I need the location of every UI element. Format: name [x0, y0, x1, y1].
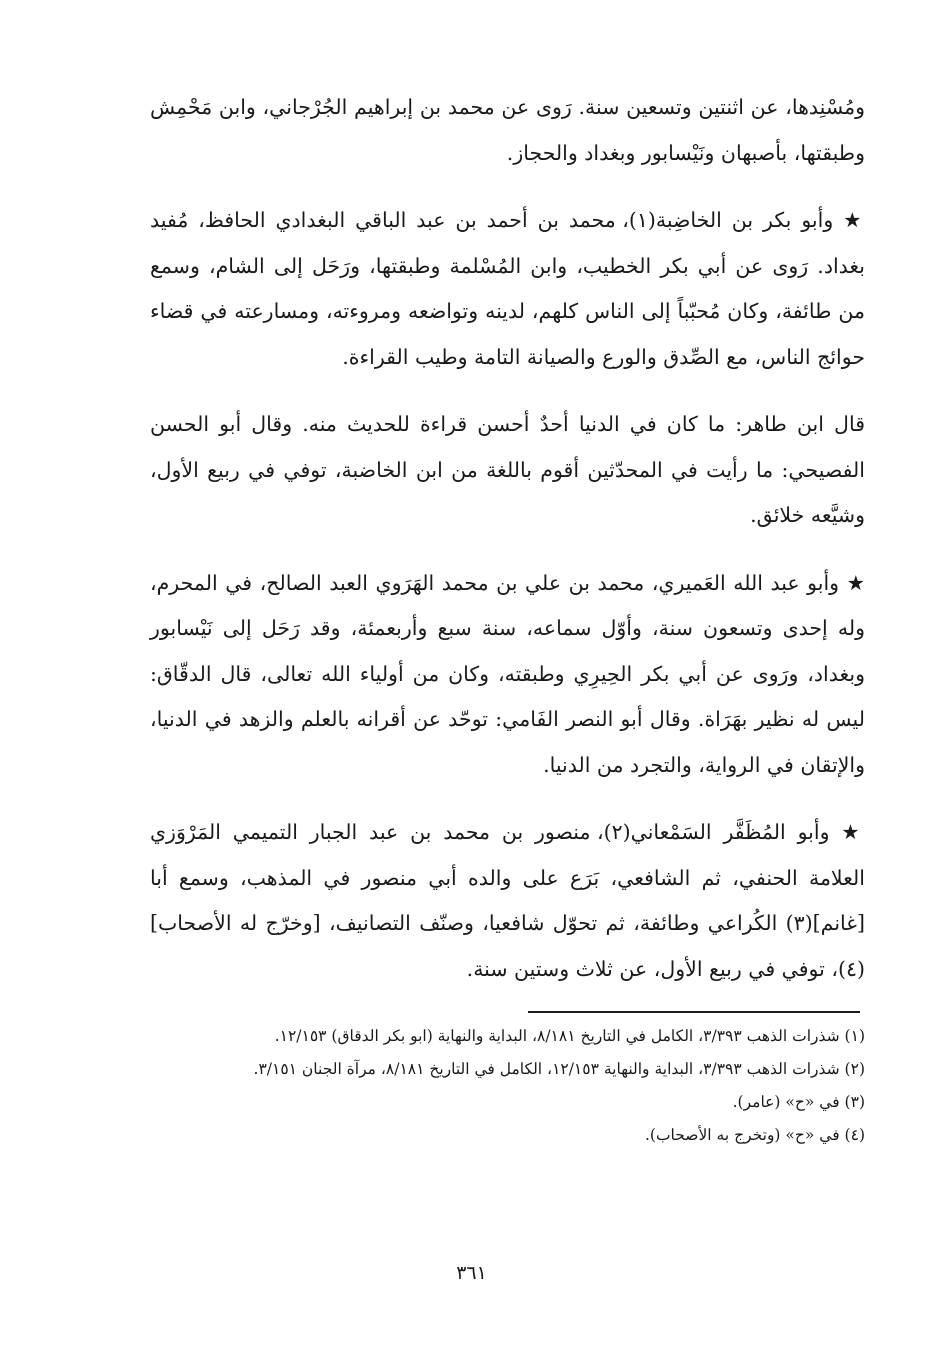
paragraph-3: قال ابن طاهر: ما كان في الدنيا أحدٌ أحسن قراءة للحديث منه. وقال أبو الحسن الفصيحي: ما رأيت في المحدّثين أقوم باللغة من ابن الخاضبة، توفي في ربيع الأول، وشيَّعه خلائق. [150, 412, 865, 527]
footnote-divider [528, 1011, 860, 1013]
footnote-2: (٢) شذرات الذهب ٣/٣٩٣، البداية والنهاية ١٢/١٥٣، الكامل في التاريخ ٨/١٨١، مرآة الجنان ٣/١٥١. [253, 1060, 865, 1078]
paragraph-5: ★ وأبو المُظَفَّر السَمْعاني(٢)، منصور بن محمد بن عبد الجبار التميمي المَرْوَزي العلامة الحنفي، ثم الشافعي، بَرَع على والده أبي منصور في المذهب، وسمع أبا [غانم](٣) الكُراعي وطائفة، ثم تحوّل شافعيا، وصنّف التصانيف، [وخرّج له الأصحاب](٤)، توفي في ربيع الأول، عن ثلاث وستين سنة. [150, 820, 865, 981]
paragraph-1: ومُسْنِدها، عن اثنتين وتسعين سنة. رَوى عن محمد بن إبراهيم الجُرْجاني، وابن مَحْمِش وطبقتها، بأصبهان ونَيْسابور وبغداد والحجاز. [150, 95, 865, 165]
main-text [150, 85, 865, 1014]
paragraph-2: ★ وأبو بكر بن الخاضِبة(١)، محمد بن أحمد بن عبد الباقي البغدادي الحافظ، مُفيد بغداد. رَوى عن أبي بكر الخطيب، وابن المُسْلمة وطبقتها، ورَحَل إلى الشام، وسمع من طائفة، وكان مُحبّباً إلى الناس كلهم، لدينه وتواضعه ومروءته، ومسارعته في قضاء حوائج الناس، مع الصِّدق والورع والصيانة التامة وطيب القراءة. [150, 208, 865, 369]
page-number: ٣٦١ [456, 1262, 487, 1284]
footnotes [155, 1020, 865, 1152]
paragraph-4: ★ وأبو عبد الله العَميري، محمد بن علي بن محمد الهَرَوي العبد الصالح، في المحرم، وله إحدى وتسعون سنة، وأوّل سماعه، سنة سبع وأربعمئة، وقد رَحَل إلى نَيْسابور وبغداد، ورَوى عن أبي بكر الحِيرِي وطبقته، وكان من أولياء الله تعالى، قال الدقّاق: ليس له نظير بهَرَاة. وقال أبو النصر الفَامي: توحّد عن أقرانه بالعلم والزهد في الدنيا، والإتقان في الرواية، والتجرد من الدنيا. [150, 570, 865, 777]
footnote-1: (١) شذرات الذهب ٣/٣٩٣، الكامل في التاريخ ٨/١٨١، البداية والنهاية (ابو بكر الدقاق) ١٢/١٥٣. [274, 1027, 865, 1045]
footnote-3: (٣) في «ح» (عامر). [732, 1093, 865, 1111]
footnote-4: (٤) في «ح» (وتخرج به الأصحاب). [644, 1126, 865, 1144]
